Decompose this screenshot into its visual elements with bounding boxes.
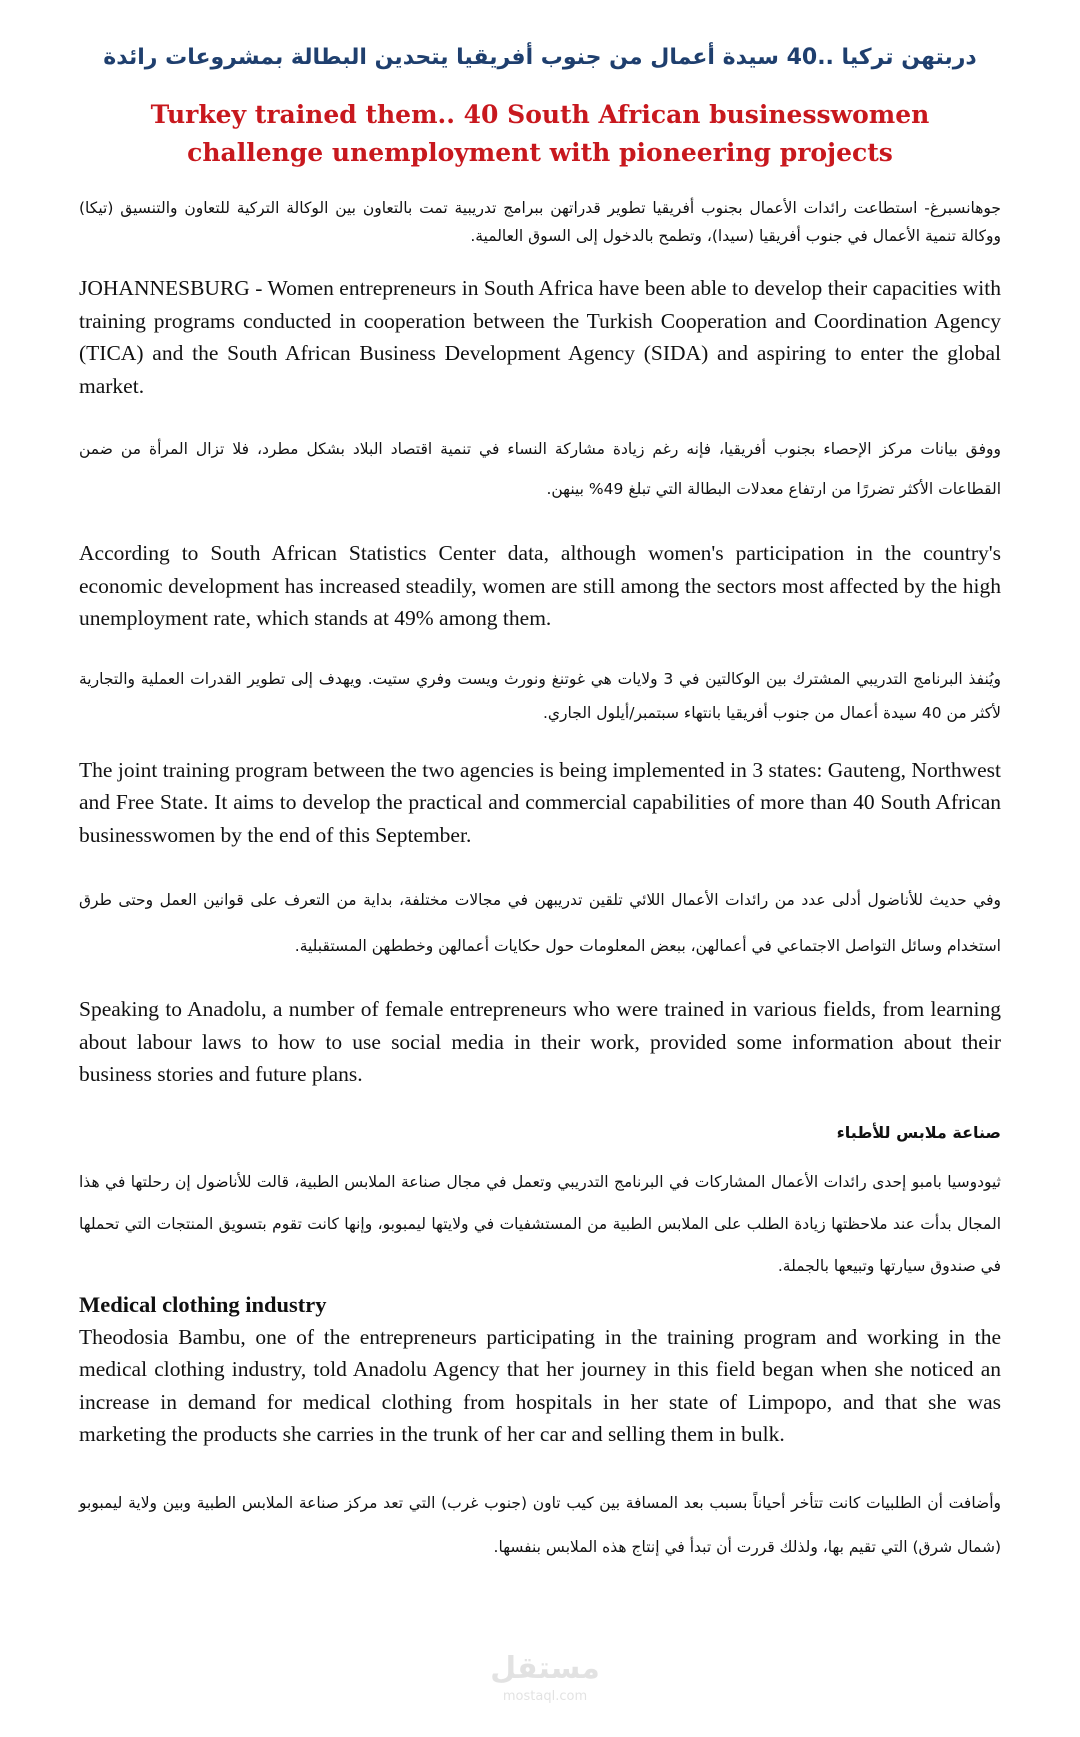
watermark-sub: mostaql.com xyxy=(502,1689,588,1704)
paragraph-5-arabic: ثيودوسيا بامبو إحدى رائدات الأعمال المشاركات في البرنامج التدريبي وتعمل في مجال صناعة الملابس الطبية، قالت للأناضول إن رحلتها في هذا المجال بدأت عند ملاحظتها زيادة الطلب على الملابس الطبية من المستشفيات في ولايتها ليمبوبو، وإنها كانت تقوم بتسويق المنتجات التي تحملها في صندوق سيارتها وتبيعها بالجملة. xyxy=(79,1172,1001,1275)
paragraph-1-english: JOHANNESBURG - Women entrepreneurs in South Africa have been able to develop their capacities with training programs conducted in cooperation between the Turkish Cooperation and Coordination Agency (TICA) and the South African Business Development Agency (SIDA) and aspiring to enter the global market. xyxy=(79,276,1001,398)
paragraph-3-english: The joint training program between the two agencies is being implemented in 3 states: Gauteng, Northwest and Free State. It aims to develop the practical and commercial capabilities of more than 40 South African businesswomen by the end of this September. xyxy=(79,757,1001,847)
section-heading-english: Medical clothing industry xyxy=(79,1291,327,1317)
paragraph-1-arabic: جوهانسبرغ- استطاعت رائدات الأعمال بجنوب أفريقيا تطوير قدراتهن ببرامج تدريبية تمت بالتعاون بين الوكالة التركية للتعاون والتنسيق (تيكا) ووكالة تنمية الأعمال في جنوب أفريقيا (سيدا)، وتطمح بالدخول إلى السوق العالمية. xyxy=(79,199,1001,245)
title-english: Turkey trained them.. 40 South African businesswomen challenge unemployment with pioneering projects xyxy=(150,100,930,167)
paragraph-4-arabic: وفي حديث للأناضول أدلى عدد من رائدات الأعمال اللائي تلقين تدريبهن في مجالات مختلفة، بداية من التعرف على قوانين العمل وحتى طرق استخدام وسائل التواصل الاجتماعي في أعمالهن، ببعض المعلومات حول حكايات أعمالهن وخططهن المستقبلية. xyxy=(79,891,1001,955)
paragraph-2-arabic: ووفق بيانات مركز الإحصاء بجنوب أفريقيا، فإنه رغم زيادة مشاركة النساء في تنمية اقتصاد البلاد بشكل مطرد، فلا تزال المرأة من ضمن القطاعات الأكثر تضررًا من ارتفاع معدلات البطالة التي تبلغ 49% بينهن. xyxy=(79,440,1001,498)
paragraph-2-english: According to South African Statistics Center data, although women's participation in the country's economic development has increased steadily, women are still among the sectors most affected by the high unemployment rate, which stands at 49% among them. xyxy=(79,541,1001,630)
paragraph-3-arabic: ويُنفذ البرنامج التدريبي المشترك بين الوكالتين في 3 ولايات هي غوتنغ ونورث ويست وفري ستيت. ويهدف إلى تطوير القدرات العملية والتجارية لأكثر من 40 سيدة أعمال من جنوب أفريقيا بانتهاء سبتمبر/أيلول الجاري. xyxy=(79,669,1001,722)
watermark-text: مستقل xyxy=(490,1651,600,1686)
paragraph-4-english: Speaking to Anadolu, a number of female entrepreneurs who were trained in various fields, from learning about labour laws to how to use social media in their work, provided some information about their business stories and future plans. xyxy=(79,997,1001,1086)
paragraph-6-arabic: وأضافت أن الطلبيات كانت تتأخر أحياناً بسبب بعد المسافة بين كيب تاون (جنوب غرب) التي تعد مركز صناعة الملابس الطبية وبين ولاية ليمبوبو (شمال شرق) التي تقيم بها، ولذلك قررت أن تبدأ في إنتاج هذه الملابس بنفسها. xyxy=(79,1493,1001,1556)
paragraph-5-english: Theodosia Bambu, one of the entrepreneurs participating in the training program and working in the medical clothing industry, told Anadolu Agency that her journey in this field began when she noticed an increase in demand for medical clothing from hospitals in her state of Limpopo, and that she was marketing the products she carries in the trunk of her car and selling them in bulk. xyxy=(79,1324,1001,1446)
title-arabic: دربتهن تركيا ..40 سيدة أعمال من جنوب أفريقيا يتحدين البطالة بمشروعات رائدة xyxy=(103,45,977,70)
section-heading-arabic: صناعة ملابس للأطباء xyxy=(836,1122,1001,1142)
